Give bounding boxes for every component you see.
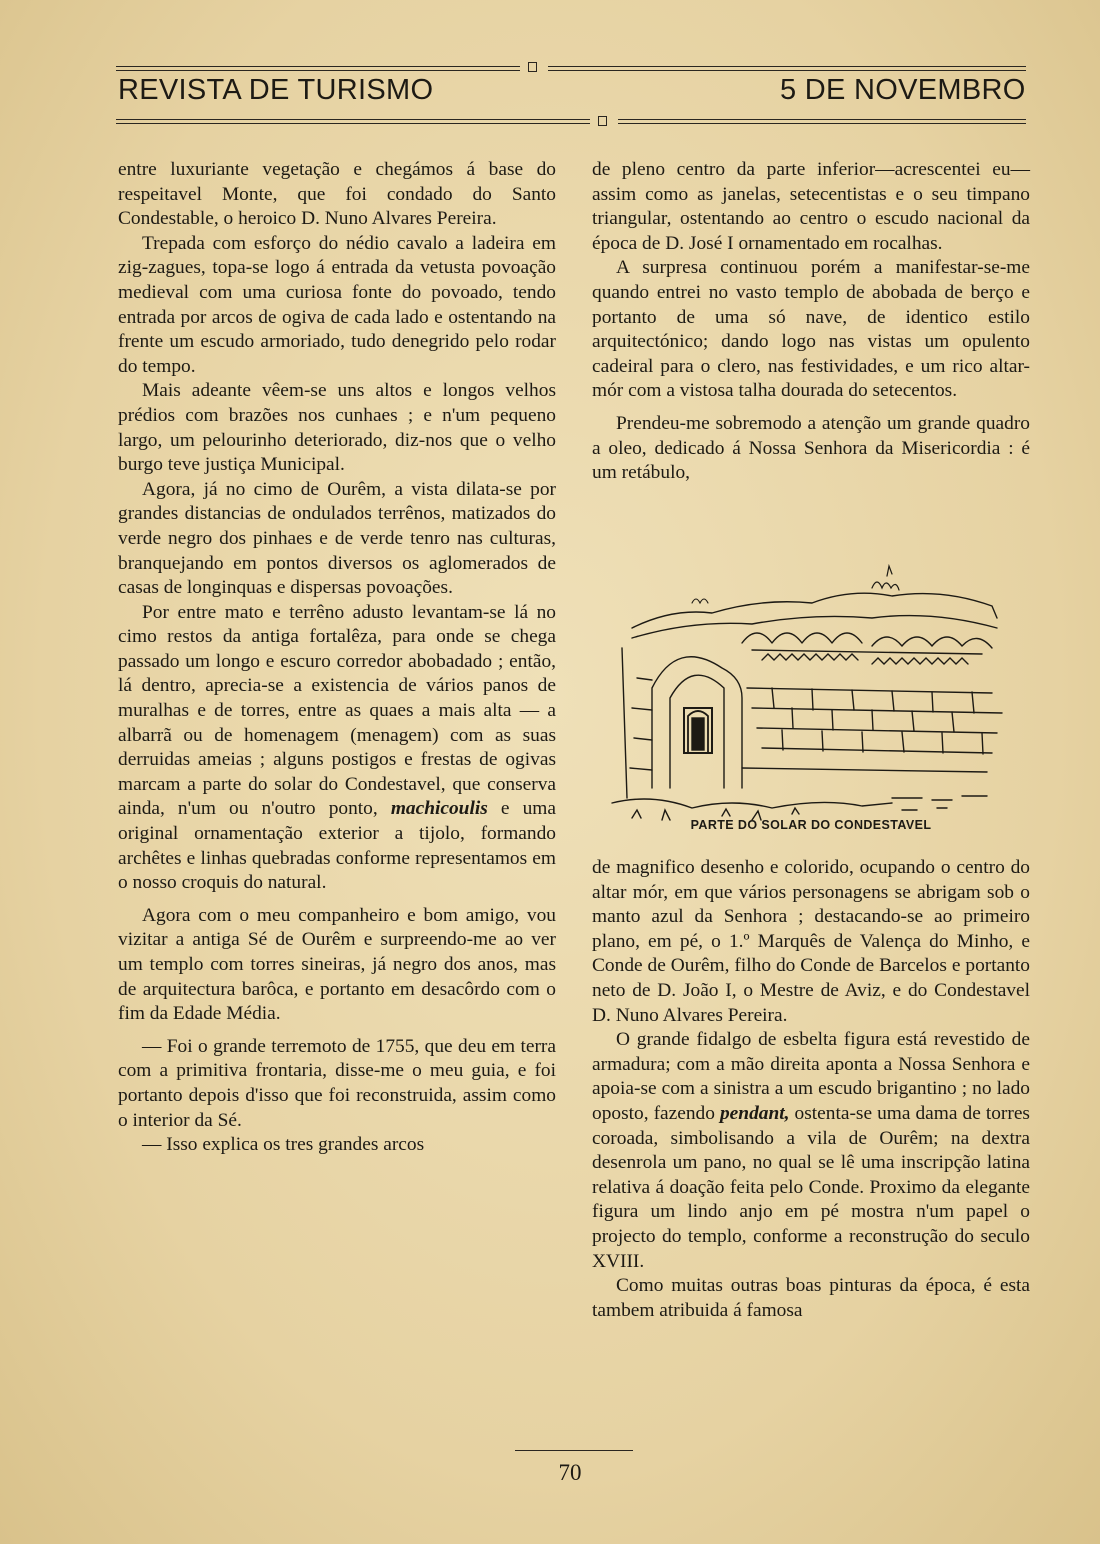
figure-caption: PARTE DO SOLAR DO CONDESTAVEL	[690, 818, 932, 832]
header-rule-bottom-right-2	[618, 123, 1026, 124]
paragraph: A surpresa continuou porém a manifestar-se-me quando entrei no vasto templo de abobada de berço e portanto de uma só nave, de identico estilo arquitectónico; dando logo nas vistas um opulento cadeiral para o clero, nas festividades, e um rico altar-mór com a vistosa talha dourada do setecentos.	[592, 257, 1030, 402]
paragraph: Como muitas outras boas pinturas da época, é esta tambem atribuida á famosa	[592, 1275, 1030, 1321]
header-rule-bottom-right	[618, 119, 1026, 120]
paragraph: Trepada com esforço do nédio cavalo a ladeira em zig-zagues, topa-se logo á entrada da vetusta povoação medieval com uma curiosa fonte do povoado, tendo entrada por arcos de ogiva de cada lado e ostentando na frente um escudo armoriado, tudo denegrido pelo rodar do tempo.	[118, 232, 556, 377]
header-issue-date: 5 DE NOVEMBRO	[780, 74, 1026, 106]
right-column-bottom	[592, 856, 1030, 1323]
italic-term: pendant,	[719, 1102, 790, 1124]
header-rule-top-right-2	[548, 70, 1026, 71]
header-rule-bottom-left-2	[116, 123, 590, 124]
header-rule-top-left	[116, 66, 520, 67]
paragraph-text: Por entre mato e terrêno adusto levantam-se lá no cimo restos da antiga fortalêza, para onde se chega passado um longo e escuro corredor abobadado ; então, lá dentro, aprecia-se a existencia de vários panos de muralhas e de torres, entre as quaes a mais alta — a albarrã ou de homenagem (menagem) com as suas derruidas ameias ; alguns postigos e frestas de ogivas marcam a parte do solar do Condestavel, que conserva ainda, n'um ou n'outro ponto,	[118, 601, 556, 820]
paragraph	[118, 601, 556, 896]
paragraph: Prendeu-me sobremodo a atenção um grande quadro a oleo, dedicado á Nossa Senhora da Misericordia : é um retábulo,	[592, 412, 1030, 484]
header-journal-title: REVISTA DE TURISMO	[118, 74, 434, 106]
paragraph: Agora com o meu companheiro e bom amigo, vou vizitar a antiga Sé de Ourêm e surpreendo-me ao ver um templo com torres sineiras, já negro dos anos, mas de arquitectura barôca, e portanto em desacôrdo com o fim da Edade Média.	[118, 904, 556, 1025]
header-rule-top-right	[548, 66, 1026, 67]
header-ornament-bottom	[598, 116, 607, 126]
paragraph-text: ostenta-se uma dama de torres coroada, simbolisando a vila de Ourêm; na dextra desenrola um pano, no qual se lê uma inscripção latina relativa á doação feita pelo Conde. Proximo da elegante figura um lindo anjo em pé mostra n'um papel o projecto do templo, conforme a reconstrução do seculo XVIII.	[592, 1102, 1030, 1272]
paragraph: — Isso explica os tres grandes arcos	[142, 1134, 425, 1156]
paragraph: de magnifico desenho e colorido, ocupando o centro do altar mór, em que vários personagens se abrigam sob o manto azul da Senhora ; destacando-se ao primeiro plano, em pé, o 1.º Marquês de Valença do Minho, e Conde de Ourêm, filho do Conde de Barcelos e portanto neto de D. João I, o Mestre de Aviz, e do Condestavel D. Nuno Alvares Pereira.	[592, 857, 1030, 1026]
paragraph-text: e uma original ornamentação exterior a tijolo, formando archêtes e linhas quebradas conforme representamos em o nosso croquis do natural.	[118, 798, 556, 894]
paragraph	[592, 1028, 1030, 1274]
header-ornament-top	[528, 62, 537, 72]
italic-term: machicoulis	[390, 798, 488, 820]
header-rule-top-left-2	[116, 70, 520, 71]
paragraph: entre luxuriante vegetação e chegámos á base do respeitavel Monte, que foi condado do Santo Condestable, o heroico D. Nuno Alvares Pereira.	[118, 159, 556, 230]
paragraph-text: O grande fidalgo de esbelta figura está revestido de armadura; com a mão direita aponta a Nossa Senhora e apoia-se com a sinistra a um escudo brigantino ; no lado oposto, fazendo	[592, 1029, 1030, 1124]
left-column	[118, 158, 556, 1158]
header-rule-bottom-left	[116, 119, 590, 120]
page-number: 70	[558, 1460, 582, 1485]
paragraph: Agora, já no cimo de Ourêm, a vista dilata-se por grandes distancias de ondulados terrênos, matizados do verde negro dos pinhaes e de verde tenro nas culturas, branquejando em pontos diversos os aglomerados de casas de longinquas e dispersas povoações.	[118, 478, 556, 599]
castle-sketch-illustration	[592, 558, 1030, 840]
right-column-top	[592, 158, 1030, 486]
paragraph: de pleno centro da parte inferior—acrescentei eu—assim como as janelas, setecentistas e o seu timpano triangular, ostentando ao centro o escudo nacional da época de D. José I ornamentado em rocalhas.	[592, 159, 1030, 254]
paragraph: — Foi o grande terremoto de 1755, que deu em terra com a primitiva frontaria, disse-me o meu guia, e foi portanto depois d'isso que foi reconstruida, assim como o interior da Sé.	[118, 1035, 556, 1131]
footer-rule	[515, 1450, 633, 1451]
paragraph: Mais adeante vêem-se uns altos e longos velhos prédios com brazões nos cunhaes ; e n'um pequeno largo, um pelourinho deteriorado, diz-nos que o velho burgo teve justiça Municipal.	[118, 380, 556, 476]
